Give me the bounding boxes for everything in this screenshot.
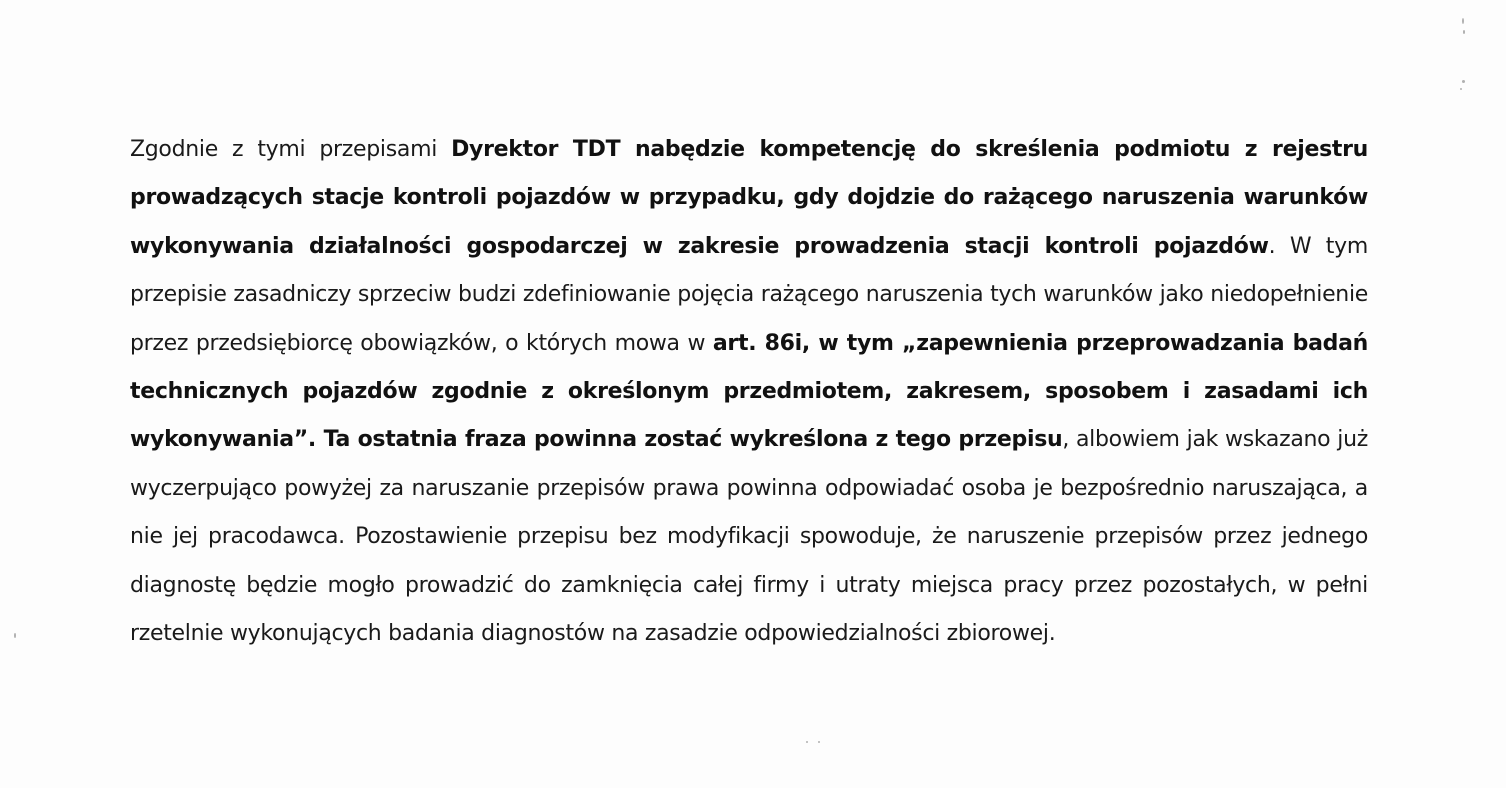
scan-speck xyxy=(14,633,16,638)
scan-speck xyxy=(1462,18,1464,24)
paragraph-run-2-bold: Dyrektor TDT nabędzie kompetencję do skreślenia podmiotu z rejestru prowadzących stacje kontroli pojazdów w przypadku, gdy dojdzie do rażącego naruszenia warunków wykonywania działalności gospodarczej w zakresie prowadzenia stacji kontroli pojazdów xyxy=(130,137,1368,259)
scan-speck xyxy=(1460,88,1462,90)
scan-speck xyxy=(1463,30,1465,34)
paragraph-run-5: , albowiem jak wskazano już wyczerpująco powyżej za naruszanie przepisów prawa powinna odpowiadać osoba je bezpośrednio naruszająca, a nie jej pracodawca. Pozostawienie przepisu bez modyfikacji spowoduje, że naruszenie przepisów przez jednego diagnostę będzie mogło prowadzić do zamknięcia całej firmy i utraty miejsca pracy przez pozostałych, w pełni rzetelnie wykonujących badania diagnostów na zasadzie odpowiedzialności zbiorowej. xyxy=(130,427,1368,647)
paragraph-run-1: Zgodnie z tymi przepisami xyxy=(130,137,452,162)
scan-speck xyxy=(818,741,820,743)
scan-speck xyxy=(806,741,808,743)
body-paragraph xyxy=(130,126,1368,658)
paragraph-run-3: . W tym przepisie zasadniczy sprzeciw budzi zdefiniowanie pojęcia rażącego naruszenia tych warunków jako niedopełnienie przez przedsiębiorcę obowiązków, o których mowa w xyxy=(130,233,1368,356)
paragraph-run-4-bold: art. 86i, w tym „zapewnienia przeprowadzania badań technicznych pojazdów zgodnie z określonym przedmiotem, zakresem, sposobem i zasadami ich wykonywania”. Ta ostatnia fraza powinna zostać wykreślona z tego przepisu xyxy=(130,330,1368,453)
scan-speck xyxy=(1462,80,1465,83)
